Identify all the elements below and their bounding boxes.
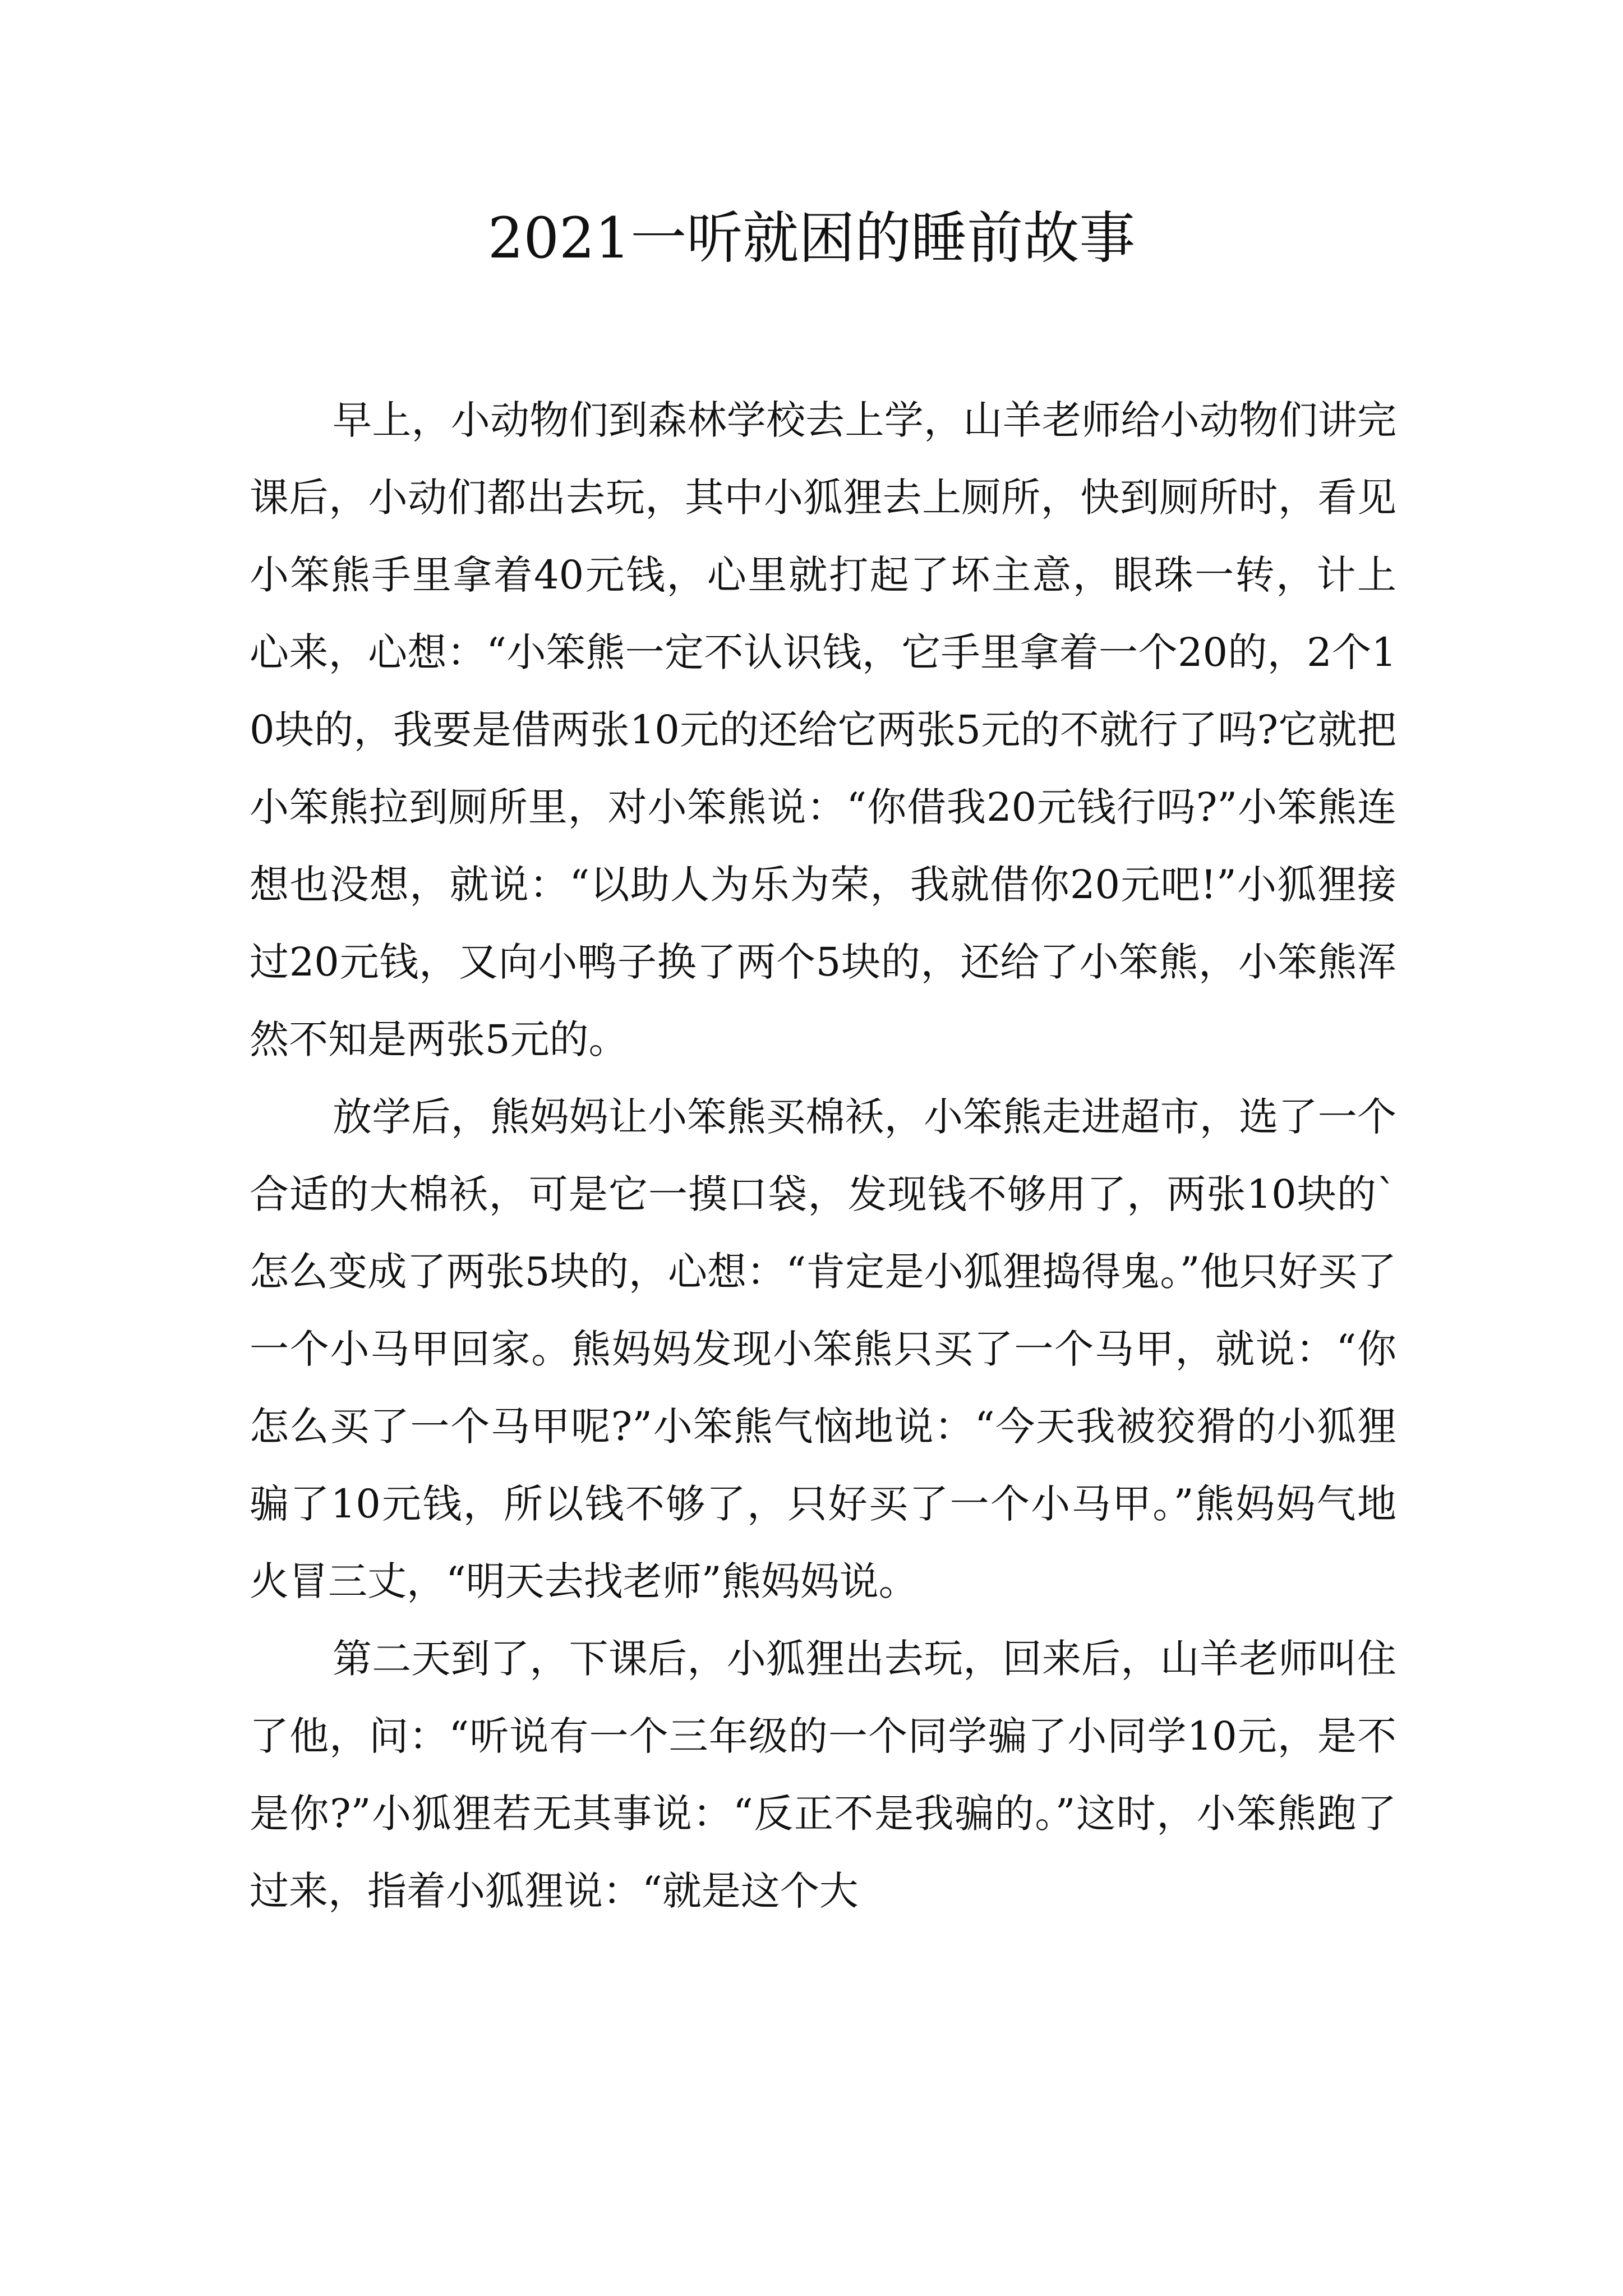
- paragraph: 放学后，熊妈妈让小笨熊买棉袄，小笨熊走进超市，选了一个合适的大棉袄，可是它一摸口袋，发现钱不够用了，两张10块的`怎么变成了两张5块的，心想：“肯定是小狐狸捣得鬼。”他只好买了一个小马甲回家。熊妈妈发现小笨熊只买了一个马甲，就说：“你怎么买了一个马甲呢?”小笨熊气恼地说：“今天我被狡猾的小狐狸骗了10元钱，所以钱不够了，只好买了一个小马甲。”熊妈妈气地火冒三丈，“明天去找老师”熊妈妈说。: [250, 1094, 1396, 1604]
- document-body: [250, 381, 1396, 1930]
- paragraph: 早上，小动物们到森林学校去上学，山羊老师给小动物们讲完课后，小动们都出去玩，其中小狐狸去上厕所，快到厕所时，看见小笨熊手里拿着40元钱，心里就打起了坏主意，眼珠一转，计上心来，心想：“小笨熊一定不认识钱，它手里拿着一个20的，2个10块的，我要是借两张10元的还给它两张5元的不就行了吗?它就把小笨熊拉到厕所里，对小笨熊说：“你借我20元钱行吗?”小笨熊连想也没想，就说：“以助人为乐为荣，我就借你20元吧!”小狐狸接过20元钱，又向小鸭子换了两个5块的，还给了小笨熊，小笨熊浑然不知是两张5元的。: [250, 397, 1396, 1062]
- document-title: 2021一听就困的睡前故事: [487, 205, 1136, 271]
- paragraph: 第二天到了，下课后，小狐狸出去玩，回来后，山羊老师叫住了他，问：“听说有一个三年级的一个同学骗了小同学10元，是不是你?”小狐狸若无其事说：“反正不是我骗的。”这时，小笨熊跑了过来，指着小狐狸说：“就是这个大: [250, 1636, 1396, 1914]
